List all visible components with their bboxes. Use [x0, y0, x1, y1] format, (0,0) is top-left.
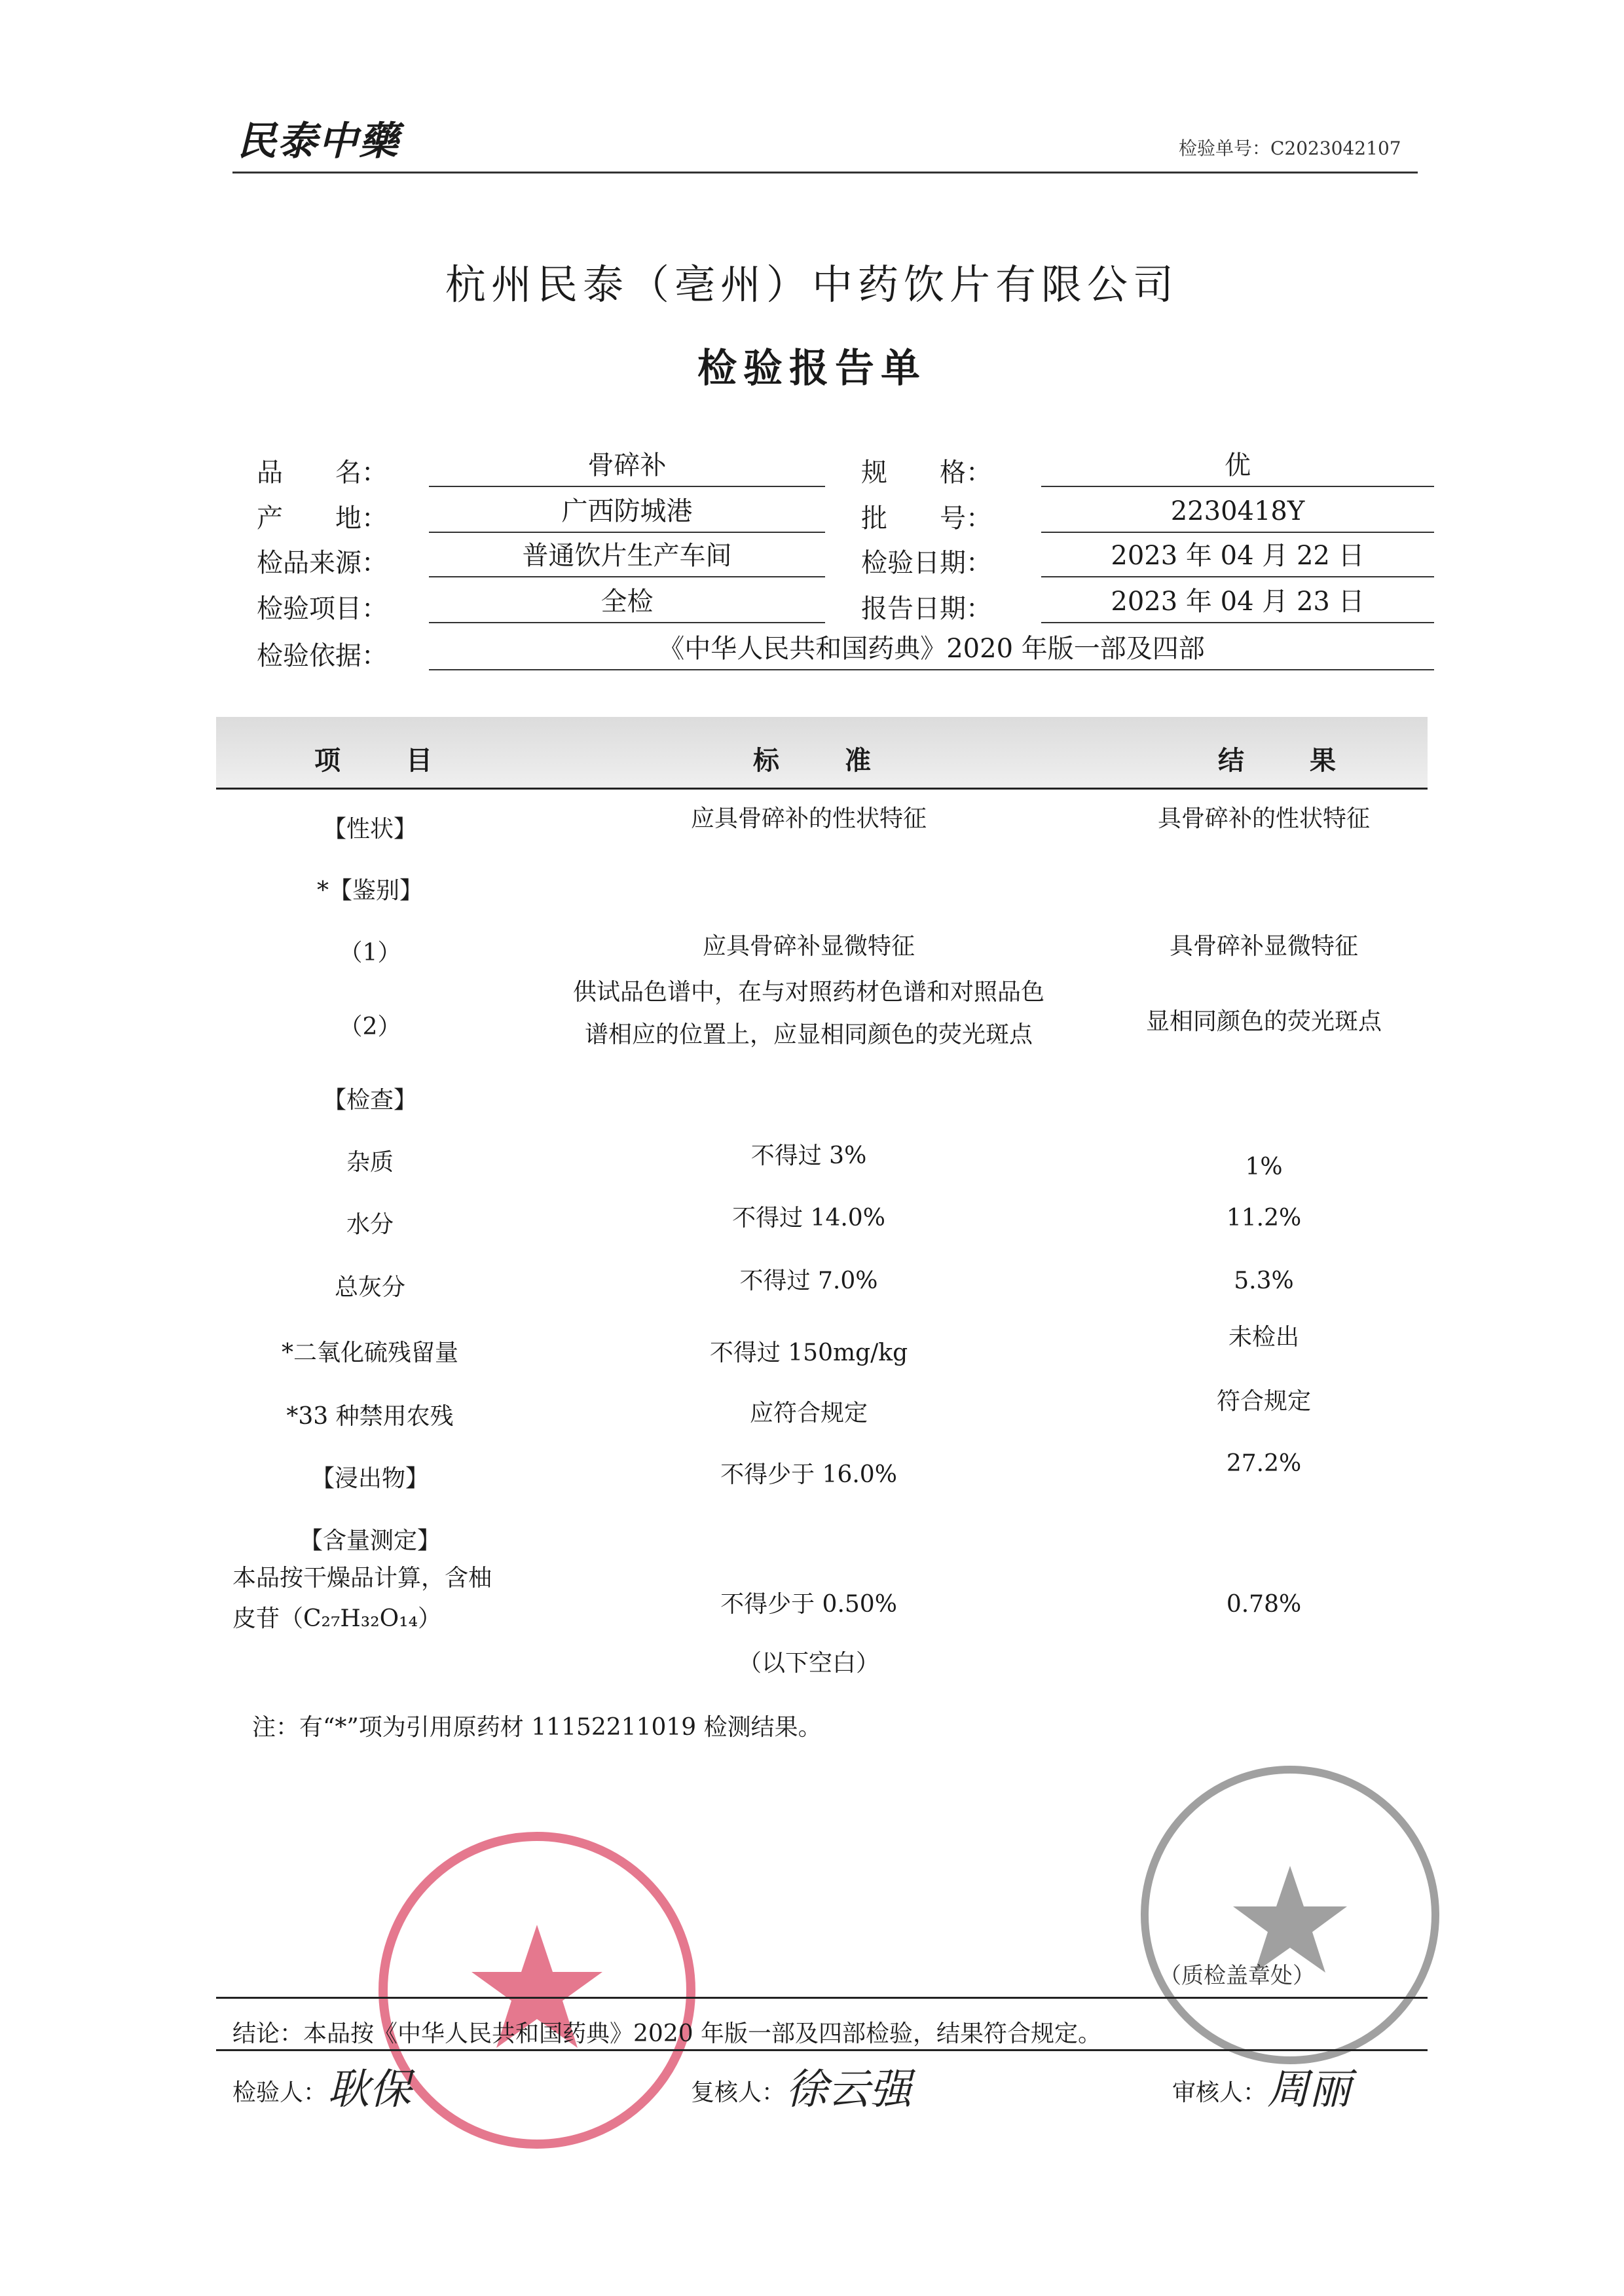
conclusion-top-divider	[216, 1997, 1428, 1999]
table-header-divider	[216, 788, 1428, 790]
table-row-standard: 不得少于 16.0%	[720, 1461, 897, 1488]
basis-label: 检验依据：	[257, 641, 388, 671]
source-label: 检品来源：	[257, 548, 388, 578]
table-row-item: 总灰分	[334, 1274, 405, 1301]
table-row-result: 显相同颜色的荧光斑点	[1145, 1008, 1382, 1035]
footnote: 注：有“*”项为引用原药材 11152211019 检测结果。	[252, 1714, 822, 1741]
table-row-standard: 应具骨碎补的性状特征	[690, 805, 927, 832]
table-header-item: 项 目	[314, 745, 452, 776]
table-row-standard: 应具骨碎补显微特征	[702, 933, 915, 960]
reviewer-label: 复核人：	[691, 2079, 786, 2106]
product-value: 骨碎补	[429, 445, 825, 487]
table-row-result: 11.2%	[1226, 1205, 1302, 1231]
table-row-standard: 不得过 7.0%	[739, 1267, 878, 1294]
approver-signature: 周丽	[1267, 2066, 1351, 2114]
conclusion-bottom-divider	[216, 2049, 1428, 2051]
origin-value: 广西防城港	[429, 491, 825, 533]
table-row-standard: 不得过 150mg/kg	[709, 1339, 908, 1366]
table-row-item: 【检查】	[322, 1087, 417, 1114]
table-row-standard: 应符合规定	[749, 1400, 868, 1427]
table-row-result: 具骨碎补显微特征	[1169, 933, 1358, 960]
batch-label: 批 号：	[861, 503, 992, 534]
brand-logo: 民泰中藥	[237, 118, 399, 164]
seal-caption: （质检盖章处）	[1159, 1963, 1315, 1989]
table-row-item: （1）	[339, 939, 401, 966]
spec-value: 优	[1041, 445, 1434, 487]
batch-value: 2230418Y	[1041, 491, 1434, 533]
report-date-value: 2023 年 04 月 23 日	[1041, 581, 1434, 623]
table-row-standard: 不得过 3%	[750, 1142, 867, 1169]
report-date-label: 报告日期：	[861, 594, 992, 624]
table-row-item: 水分	[346, 1211, 394, 1238]
test-date-value: 2023 年 04 月 22 日	[1041, 536, 1434, 577]
table-row-result: 27.2%	[1226, 1450, 1302, 1477]
item-label: 检验项目：	[257, 594, 388, 624]
table-row-result: 5.3%	[1234, 1267, 1294, 1294]
assay-standard: 不得少于 0.50%	[720, 1591, 897, 1618]
assay-line-1: 本品按干燥品计算，含柚	[232, 1565, 492, 1592]
table-row-item: 【含量测定】	[299, 1527, 441, 1554]
report-number: 检验单号：C2023042107	[1179, 137, 1401, 159]
table-header-result: 结 果	[1218, 745, 1356, 776]
reviewer-signature: 徐云强	[786, 2066, 912, 2114]
assay-result: 0.78%	[1226, 1591, 1302, 1618]
table-row-item: *【鉴别】	[316, 877, 423, 904]
product-label: 品 名：	[257, 458, 388, 488]
table-row-result: 具骨碎补的性状特征	[1157, 805, 1370, 832]
assay-line-2: 皮苷（C₂₇H₃₂O₁₄）	[232, 1605, 442, 1632]
source-value: 普通饮片生产车间	[429, 536, 825, 577]
conclusion-text: 结论：本品按《中华人民共和国药典》2020 年版一部及四部检验，结果符合规定。	[232, 2020, 1102, 2047]
document-title: 检验报告单	[697, 346, 927, 392]
assay-description	[232, 1558, 492, 1639]
table-row-result: 未检出	[1228, 1324, 1299, 1351]
right-seal-stamp	[1136, 1761, 1444, 2069]
approver-label: 审核人：	[1172, 2079, 1267, 2106]
company-title: 杭州民泰（亳州）中药饮片有限公司	[445, 261, 1179, 308]
test-date-label: 检验日期：	[861, 548, 992, 578]
table-row-result: 符合规定	[1216, 1388, 1311, 1415]
origin-label: 产 地：	[257, 503, 388, 534]
basis-value: 《中华人民共和国药典》2020 年版一部及四部	[429, 629, 1434, 670]
left-seal-stamp	[373, 1827, 701, 2154]
inspector-signature: 耿保	[327, 2066, 411, 2114]
table-row-item: *二氧化硫残留量	[281, 1339, 458, 1366]
item-value: 全检	[429, 581, 825, 623]
table-header-standard: 标 准	[753, 745, 891, 776]
table-row-result: 1%	[1245, 1154, 1283, 1180]
spec-label: 规 格：	[861, 458, 992, 488]
table-row-standard: 供试品色谱中，在与对照药材色谱和对照品色	[572, 979, 1044, 1006]
table-row-item: （2）	[339, 1013, 401, 1040]
header-divider	[232, 172, 1418, 173]
table-row-standard: 不得过 14.0%	[732, 1205, 885, 1231]
inspector-label: 检验人：	[232, 2079, 327, 2106]
table-row-item: 【浸出物】	[310, 1465, 429, 1492]
blank-marker: （以下空白）	[737, 1650, 879, 1677]
table-row-item: 杂质	[346, 1149, 394, 1176]
table-row-item: 【性状】	[322, 816, 417, 843]
table-row-standard-cont: 谱相应的位置上，应显相同颜色的荧光斑点	[584, 1021, 1033, 1048]
table-row-item: *33 种禁用农残	[286, 1403, 454, 1430]
